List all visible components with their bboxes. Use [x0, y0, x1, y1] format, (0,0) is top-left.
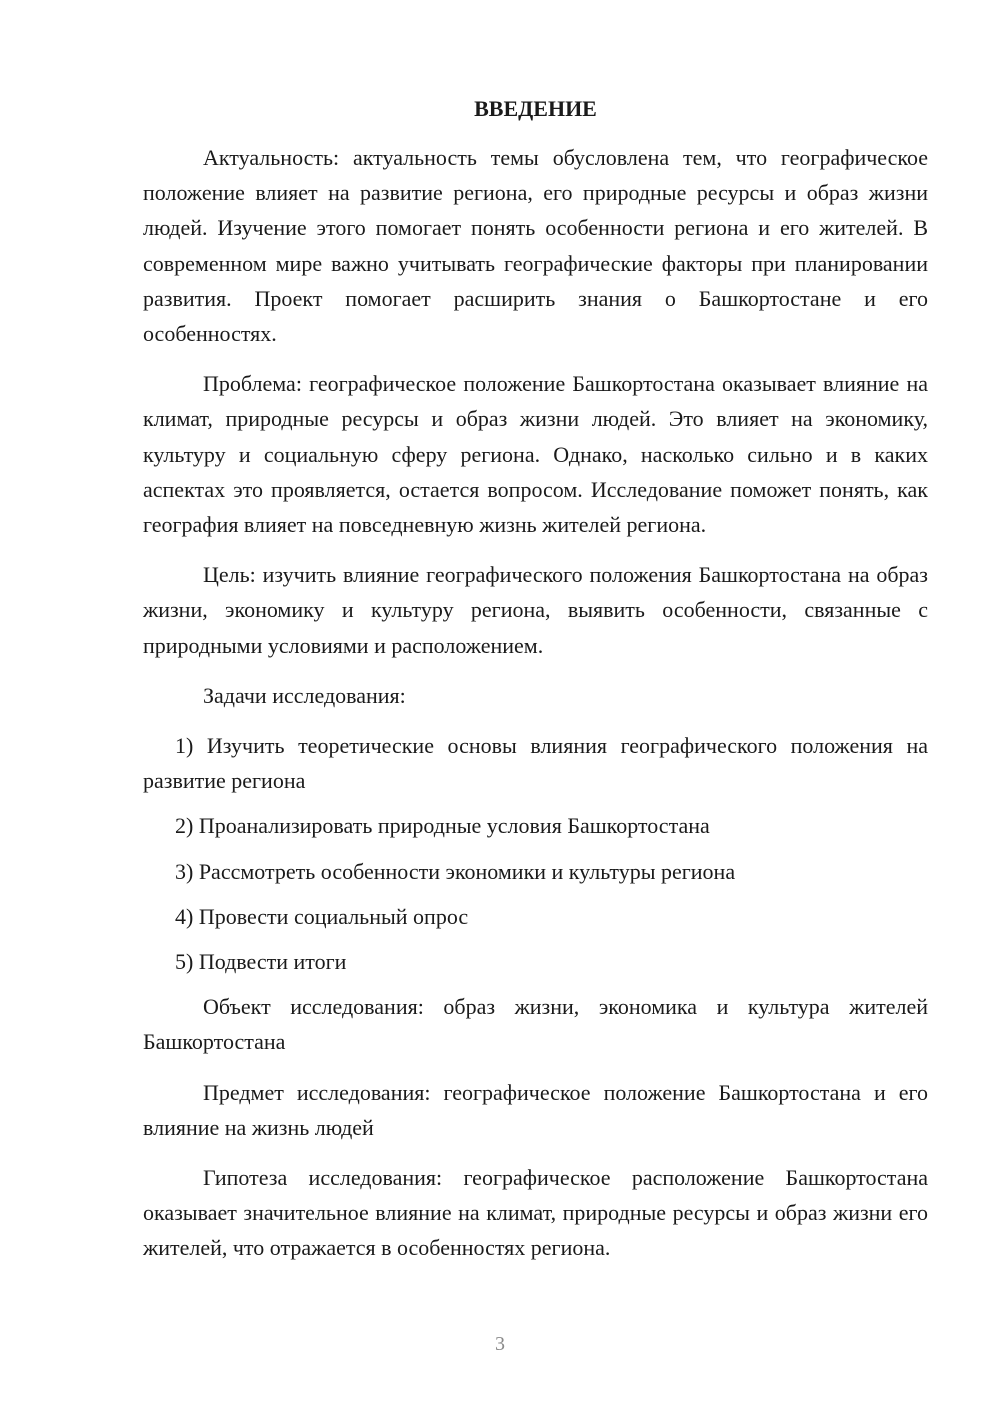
list-item: 3) Рассмотреть особенности экономики и культуры региона	[175, 858, 736, 884]
tasks-list	[143, 728, 928, 979]
page-title: ВВЕДЕНИЕ	[474, 96, 597, 121]
relevance-paragraph: Актуальность: актуальность темы обусловлена тем, что географическое положение влияет на развитие региона, его природные ресурсы и образ жизни людей. Изучение этого помогает понять особенности региона и его жителей. В современном мире важно учитывать географические факторы при планировании развития. Проект помогает расширить знания о Башкортостане и его особенностях.	[143, 145, 928, 347]
list-item: 1) Изучить теоретические основы влияния географического положения на развитие региона	[143, 733, 928, 794]
object-paragraph: Объект исследования: образ жизни, экономика и культура жителей Башкортостана	[143, 994, 928, 1055]
problem-paragraph: Проблема: географическое положение Башкортостана оказывает влияние на климат, природные ресурсы и образ жизни людей. Это влияет на экономику, культуру и социальную сферу региона. Однако, насколько сильно и в каких аспектах это проявляется, остается вопросом. Исследование поможет понять, как география влияет на повседневную жизнь жителей региона.	[143, 371, 928, 538]
list-item: 2) Проанализировать природные условия Башкортостана	[175, 813, 710, 839]
document-body	[143, 92, 928, 1281]
hypothesis-paragraph: Гипотеза исследования: географическое расположение Башкортостана оказывает значительное влияние на климат, природные ресурсы и образ жизни его жителей, что отражается в особенностях региона.	[143, 1165, 928, 1261]
list-item: 4) Провести социальный опрос	[175, 903, 469, 929]
page-number: 3	[495, 1333, 505, 1355]
goal-paragraph: Цель: изучить влияние географического положения Башкортостана на образ жизни, экономику и культуру региона, выявить особенности, связанные с природными условиями и расположением.	[143, 562, 928, 658]
subject-paragraph: Предмет исследования: географическое положение Башкортостана и его влияние на жизнь людей	[143, 1079, 928, 1140]
tasks-heading: Задачи исследования:	[203, 682, 406, 708]
list-item: 5) Подвести итоги	[175, 949, 347, 975]
